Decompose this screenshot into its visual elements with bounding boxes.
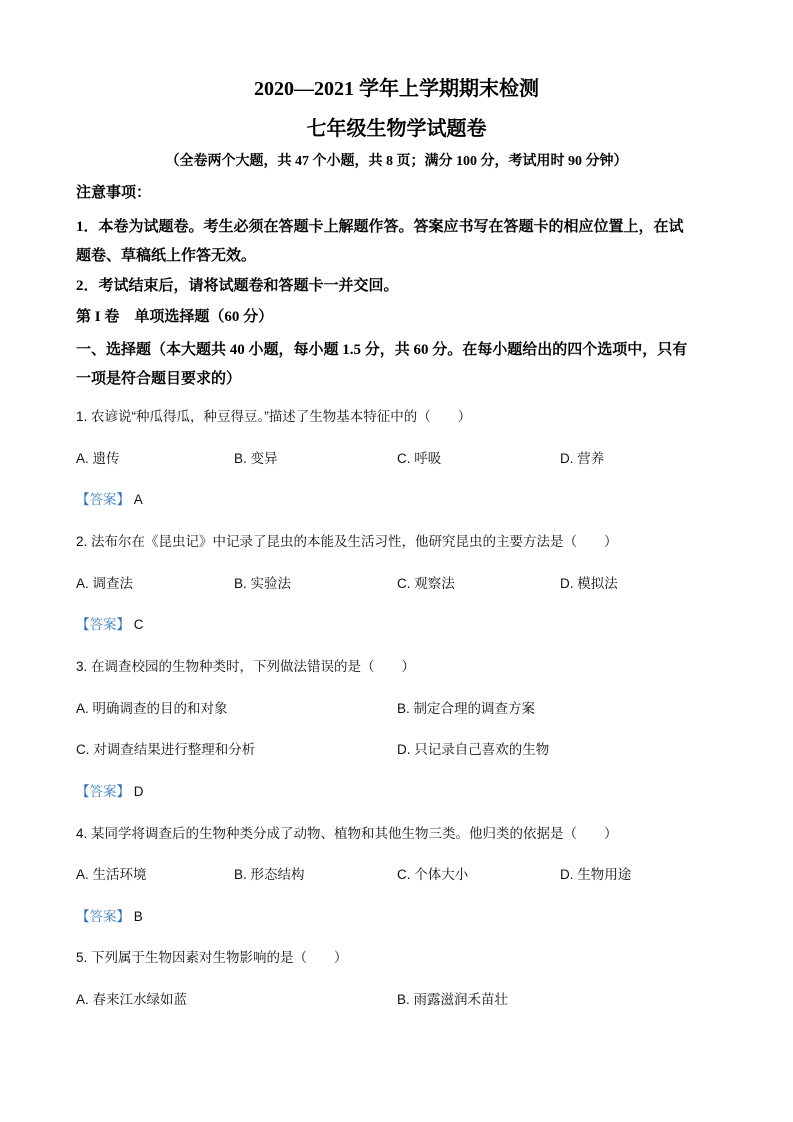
question-text: 农谚说“种瓜得瓜，种豆得豆。”描述了生物基本特征中的（ ） (91, 409, 472, 424)
question-text: 某同学将调查后的生物种类分成了动物、植物和其他生物三类。他归类的依据是（ ） (91, 826, 618, 841)
question-4 (76, 822, 618, 842)
option-b: B. 制定合理的调查方案 (397, 701, 536, 716)
option-d: D. 只记录自己喜欢的生物 (397, 742, 550, 757)
notice-item-1-cont: 题卷、草稿纸上作答无效。 (76, 248, 257, 264)
option-b: B. 变异 (234, 451, 278, 466)
option-a: A. 明确调查的目的和对象 (76, 701, 228, 716)
question-3 (76, 655, 415, 675)
question-text: 下列属于生物因素对生物影响的是（ ） (91, 950, 348, 965)
answer-label: 答案 (89, 617, 117, 632)
question-number: 4. (76, 826, 88, 841)
option-c: C. 呼吸 (397, 451, 442, 466)
option-a: A. 调查法 (76, 576, 134, 591)
question-text: 在调查校园的生物种类时，下列做法错误的是（ ） (91, 659, 416, 674)
answer-label: 答案 (89, 784, 117, 799)
section-instructions-cont: 一项是符合题目要求的） (76, 371, 242, 387)
option-a: A. 春来江水绿如蓝 (76, 992, 188, 1007)
option-a: A. 生活环境 (76, 867, 147, 882)
notice-item-2: 2．考试结束后，请将试题卷和答题卡一并交回。 (76, 278, 399, 294)
section-instructions: 一、选择题（本大题共 40 小题，每小题 1.5 分，共 60 分。在每小题给出的四个选项中，只有 (76, 342, 688, 358)
answer-label: 答案 (89, 492, 117, 507)
option-c: C. 观察法 (397, 576, 455, 591)
question-number: 5. (76, 950, 88, 965)
answer-2: 【答案】 C (76, 617, 144, 632)
question-number: 1. (76, 409, 88, 424)
notice-heading: 注意事项： (76, 185, 152, 201)
option-c: C. 对调查结果进行整理和分析 (76, 742, 256, 757)
option-d: D. 生物用途 (560, 867, 632, 882)
question-5 (76, 946, 348, 966)
option-d: D. 模拟法 (560, 576, 618, 591)
part-title: 第 I 卷 单项选择题（60 分） (76, 309, 274, 325)
answer-value: B (133, 909, 143, 924)
exam-title: 2020—2021 学年上学期期末检测 (254, 78, 539, 100)
option-c: C. 个体大小 (397, 867, 469, 882)
option-b: B. 实验法 (234, 576, 292, 591)
answer-value: A (133, 492, 143, 507)
question-2 (76, 530, 618, 550)
question-1 (76, 405, 471, 425)
answer-4: 【答案】 B (76, 909, 143, 924)
option-a: A. 遗传 (76, 451, 120, 466)
exam-subject-title: 七年级生物学试题卷 (306, 118, 487, 140)
answer-value: D (133, 784, 144, 799)
question-number: 3. (76, 659, 88, 674)
exam-info: （全卷两个大题，共 47 个小题，共 8 页；满分 100 分，考试用时 90 分钟） (165, 154, 628, 169)
question-text: 法布尔在《昆虫记》中记录了昆虫的本能及生活习性，他研究昆虫的主要方法是（ ） (91, 534, 618, 549)
answer-3: 【答案】 D (76, 784, 144, 799)
option-d: D. 营养 (560, 451, 605, 466)
option-b: B. 形态结构 (234, 867, 305, 882)
answer-value: C (133, 617, 144, 632)
question-number: 2. (76, 534, 88, 549)
option-b: B. 雨露滋润禾苗壮 (397, 992, 509, 1007)
answer-1: 【答案】 A (76, 492, 143, 507)
answer-label: 答案 (89, 909, 117, 924)
notice-item-1: 1．本卷为试题卷。考生必须在答题卡上解题作答。答案应书写在答题卡的相应位置上，在试 (76, 219, 684, 235)
